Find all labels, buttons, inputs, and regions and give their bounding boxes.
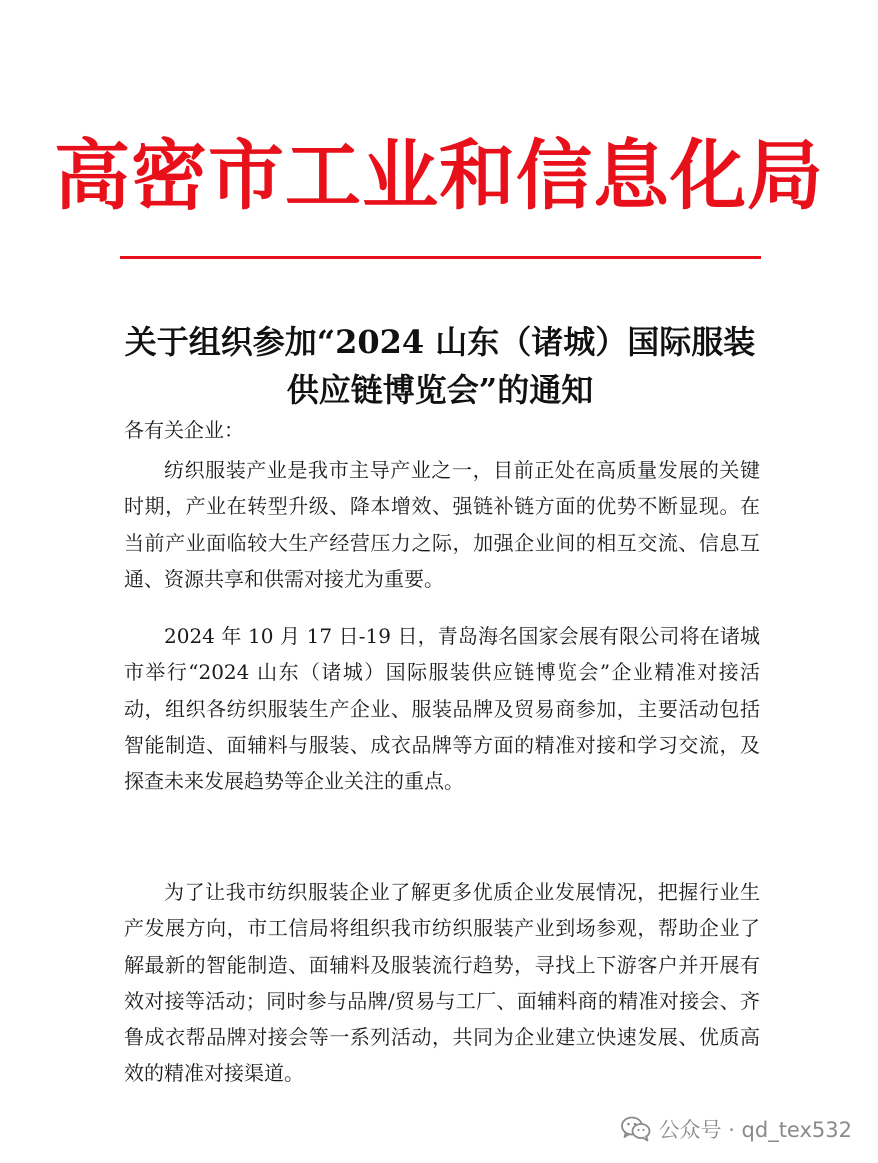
salutation: 各有关企业： bbox=[124, 418, 244, 442]
document-title bbox=[100, 318, 780, 414]
account-watermark bbox=[621, 1112, 852, 1146]
body-paragraph: 纺织服装产业是我市主导产业之一，目前正处在高质量发展的关键时期，产业在转型升级、降本增效、强链补链方面的优势不断显现。在当前产业面临较大生产经营压力之际，加强企业间的相互交流、信息互通、资源共享和供需对接尤为重要。 bbox=[124, 458, 760, 591]
wechat-icon bbox=[621, 1116, 651, 1142]
org-header: 高密市工业和信息化局 bbox=[54, 131, 824, 220]
body-paragraph: 2024 年 10 月 17 日-19 日，青岛海名国家会展有限公司将在诸城市举行“2024 山东（诸城）国际服装供应链博览会”企业精准对接活动，组织各纺织服装生产企业、服装品牌及贸易商参加，主要活动包括智能制造、面辅料与服装、成衣品牌等方面的精准对接和学习交流，及探查未来发展趋势等企业关注的重点。 bbox=[124, 624, 760, 794]
title-line-2: 供应链博览会”的通知 bbox=[286, 371, 594, 409]
red-divider bbox=[120, 256, 761, 259]
body-paragraph: 为了让我市纺织服装企业了解更多优质企业发展情况，把握行业生产发展方向，市工信局将组织我市纺织服装产业到场参观，帮助企业了解最新的智能制造、面辅料及服装流行趋势，寻找上下游客户并开展有效对接等活动；同时参与品牌/贸易与工厂、面辅料商的精准对接会、齐鲁成衣帮品牌对接会等一系列活动，共同为企业建立快速发展、优质高效的精准对接渠道。 bbox=[124, 880, 760, 1086]
watermark-text: 公众号 · qd_tex532 bbox=[658, 1118, 852, 1142]
title-line-1: 关于组织参加“2024 山东（诸城）国际服装 bbox=[124, 323, 756, 361]
